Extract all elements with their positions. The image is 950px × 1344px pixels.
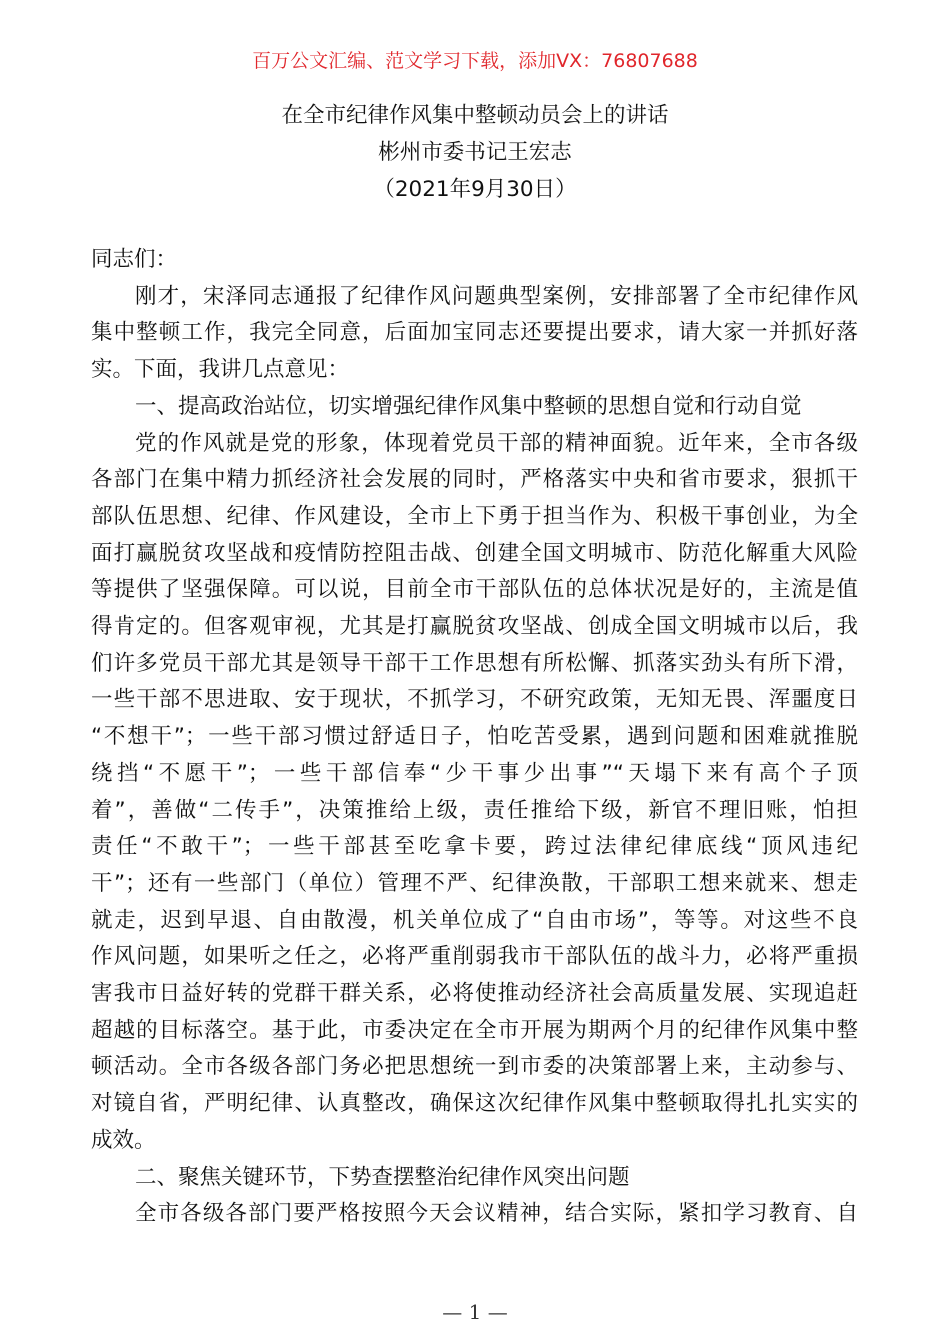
document-title: 在全市纪律作风集中整顿动员会上的讲话: [281, 103, 669, 128]
body-line: 得肯定的。但客观审视，尤其是打赢脱贫攻坚战、创成全国文明城市以后，我: [91, 614, 858, 639]
body-line: 部队伍思想、纪律、作风建设，全市上下勇于担当作为、积极干事创业，为全: [91, 503, 858, 529]
watermark-banner: 百万公文汇编、范文学习下载，添加VX：76807688: [252, 50, 698, 72]
body-line: 一些干部不思进取、安于现状，不抓学习，不研究政策，无知无畏、浑噩度日: [91, 687, 858, 713]
body-line: 各部门在集中精力抓经济社会发展的同时，严格落实中央和省市要求，狠抓干: [91, 467, 858, 493]
body-line: 党的作风就是党的形象，体现着党员干部的精神面貌。近年来，全市各级: [135, 430, 858, 456]
body-line: 成效。: [91, 1127, 156, 1153]
salutation: 同志们：: [91, 247, 178, 272]
body-line: 顿活动。全市各级各部门务必把思想统一到市委的决策部署上来，主动参与、: [91, 1054, 858, 1080]
body-line: 实。下面，我讲几点意见：: [91, 357, 350, 383]
body-line: 害我市日益好转的党群干群关系，必将使推动经济社会高质量发展、实现追赶: [91, 981, 858, 1006]
body-line: 集中整顿工作，我完全同意，后面加宝同志还要提出要求，请大家一并抓好落: [91, 320, 858, 346]
section-heading: 二、聚焦关键环节，下势查摆整治纪律作风突出问题: [135, 1164, 630, 1190]
speech-date: （2021年9月30日）: [373, 177, 577, 202]
body-line: 责任“不敢干”；一些干部甚至吃拿卡要，跨过法律纪律底线“顶风违纪: [91, 834, 858, 860]
body-line: 作风问题，如果听之任之，必将严重削弱我市干部队伍的战斗力，必将严重损: [91, 944, 858, 970]
body-line: 就走，迟到早退、自由散漫，机关单位成了“自由市场”，等等。对这些不良: [91, 907, 858, 933]
body-line: 刚才，宋泽同志通报了纪律作风问题典型案例，安排部署了全市纪律作风: [135, 283, 858, 309]
body-line: 对镜自省，严明纪律、认真整改，确保这次纪律作风集中整顿取得扎扎实实的: [91, 1091, 858, 1117]
body-line: 们许多党员干部尤其是领导干部干工作思想有所松懈、抓落实劲头有所下滑，: [91, 650, 858, 676]
section-heading: 一、提高政治站位，切实增强纪律作风集中整顿的思想自觉和行动自觉: [135, 393, 802, 419]
body-line: 着”，善做“二传手”，决策推给上级，责任推给下级，新官不理旧账，怕担: [91, 797, 858, 823]
body-line: 绕挡“不愿干”；一些干部信奉“少干事少出事”“天塌下来有高个子顶: [91, 760, 858, 786]
body-line: 面打赢脱贫攻坚战和疫情防控阻击战、创建全国文明城市、防范化解重大风险: [91, 540, 858, 566]
body-line: 超越的目标落空。基于此，市委决定在全市开展为期两个月的纪律作风集中整: [91, 1017, 858, 1043]
body-line: 干”；还有一些部门（单位）管理不严、纪律涣散，干部职工想来就来、想走: [91, 870, 858, 896]
body-line: 全市各级各部门要严格按照今天会议精神，结合实际，紧扣学习教育、自: [135, 1201, 858, 1227]
body-line: “不想干”；一些干部习惯过舒适日子，怕吃苦受累，遇到问题和困难就推脱: [91, 724, 858, 750]
body-line: 等提供了坚强保障。可以说，目前全市干部队伍的总体状况是好的，主流是值: [91, 577, 858, 603]
page-number: — 1 —: [442, 1300, 508, 1324]
speaker-line: 彬州市委书记王宏志: [378, 140, 572, 165]
